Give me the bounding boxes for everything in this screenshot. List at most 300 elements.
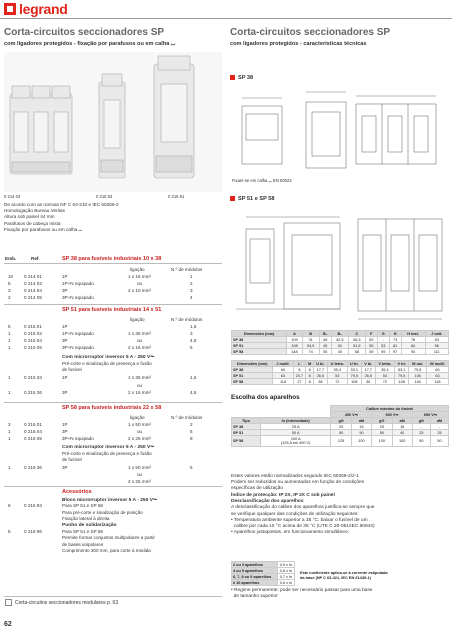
table-cell: 108 [287, 343, 302, 349]
order-connection: 1 x 50 mm² [128, 465, 151, 470]
sp51-label [230, 196, 275, 202]
order-connection: 1 x 16 mm² [128, 274, 151, 279]
order-connection: ou [137, 382, 143, 388]
derating-title: Desclassificação dos aparelhos [231, 499, 304, 505]
order-desc: 3P+N equipado [62, 436, 94, 441]
coefficient-label: 6, 7, 8 ou 9 aparelhos [232, 574, 278, 580]
table-header-cell: Dimensões (mm) [232, 331, 287, 337]
table-cell: 25 [412, 430, 430, 436]
sp58-micro-desc: de fusível [62, 457, 82, 462]
order-desc: 1P [62, 324, 68, 329]
order-desc: 1P+N equipado [62, 331, 94, 336]
intro-line: Parafusos de cabeça mista [4, 220, 61, 226]
coefficient-label: 2 ou 3 aparelhos [232, 562, 278, 568]
table-cell: 40 [392, 430, 412, 436]
table-cell: 148 [287, 349, 302, 355]
table-cell: 16 [351, 424, 371, 430]
table-cell: SP 58 [232, 379, 273, 385]
coefficient-value: 0,8 x In [277, 568, 294, 574]
table-cell: 78 [401, 337, 425, 343]
accessory-emb: 6 [8, 503, 11, 509]
table-cell: 52 [365, 337, 377, 343]
table-cell: 100 [372, 436, 392, 447]
table-cell: SP 51 [232, 373, 273, 379]
left-subtitle: com ligadores protegidos - fixação por parafusos ou em calha ⌴ [4, 41, 176, 47]
table-cell: SP 38 [232, 367, 273, 373]
table-cell: 54,5 [302, 343, 319, 349]
order-ref: 0 214 04 [24, 288, 42, 293]
table-cell: 144 [409, 379, 427, 385]
table-header-cell: W uni. [409, 361, 427, 367]
table-cell: 79,5 [347, 373, 361, 379]
accessory-text: Para pré-corte e sinalização de posição [62, 509, 143, 515]
order-ref: 0 215 02 [24, 331, 42, 336]
order-desc: 3P [62, 429, 68, 434]
order-modules: 1 [190, 274, 193, 279]
table-cell: SP 38 [232, 337, 287, 343]
order-emb: 1 [8, 338, 11, 343]
table-cell: 45 [331, 349, 348, 355]
divider [4, 486, 222, 487]
sp38-title: SP 38 para fusíveis industriais 10 x 38 [62, 256, 162, 262]
table-cell: 63 [425, 337, 448, 343]
order-ref: 0 215 01 [24, 324, 42, 329]
table-header-cell: F [365, 331, 377, 337]
order-connection: ou [137, 281, 143, 286]
accessory-text: Fixação lateral à direita [62, 516, 110, 522]
calibre-table [231, 405, 449, 447]
bullet-temperature: calibre por cada 10 °C acima de 35 °C (UTE C 20-051/IEC 60943) [231, 523, 375, 529]
table-header-cell: U bi. [313, 361, 327, 367]
dimensions-table-1 [231, 330, 449, 355]
product-photos-illustration [4, 52, 222, 192]
link-arrow-icon [5, 599, 12, 606]
table-cell: 50 A [260, 430, 330, 436]
photo-ref-3: 0 216 81 [168, 194, 185, 199]
product-photos [4, 52, 222, 192]
order-ref: 0 214 02 [24, 281, 42, 286]
table-cell: 42,5 [331, 337, 348, 343]
table-cell: 53 [377, 343, 389, 349]
table-header-cell: H inst. [401, 331, 425, 337]
order-modules: 8 [190, 436, 193, 441]
bullet-juxtaposed: • Aparelhos justapostos, em funcionamento simultâneo: [231, 529, 349, 535]
table-cell: 53,1 [395, 367, 409, 373]
table-header-cell: V tri. [395, 361, 409, 367]
order-emb: 10 [8, 274, 14, 279]
sp38-label [230, 75, 253, 81]
coefficient-note [300, 570, 388, 580]
order-modules: 3 [190, 331, 193, 336]
order-desc: 3P [62, 465, 68, 470]
accessory-text: de bases unipolares [62, 541, 104, 547]
order-connection: 2 x 25 mm² [128, 436, 151, 441]
norm-note [231, 474, 449, 536]
sp51-dimension-drawing [232, 205, 447, 329]
legrand-logo [4, 2, 67, 16]
table-cell: 31 [302, 337, 319, 343]
table-cell: 46,3 [348, 337, 365, 343]
accessory-emb: 5 [8, 529, 11, 534]
table-header-cell: U tetra. [327, 361, 347, 367]
table-row [232, 580, 295, 586]
table-cell: 25 [430, 430, 448, 436]
accessories-title: Acessórios [62, 489, 92, 495]
table-header-cell: C [348, 331, 365, 337]
protection-index: Índice de protecção: IP 2X, IP 2X C sob painel [231, 493, 335, 499]
order-connection: 1 x 35 mm² [128, 375, 151, 380]
table-cell: 8 [293, 367, 306, 373]
table-cell: 50 [351, 430, 371, 436]
order-modules: 1,5 [190, 324, 197, 329]
logo-mark-icon [4, 3, 16, 15]
coefficient-note-line: da base (NF C 63-421, IEC EN 61439-1) [300, 575, 371, 581]
table-cell: SP 51 [232, 343, 287, 349]
table-cell: 63 [273, 373, 293, 379]
right-title: Corta-circuitos seccionadores SP [230, 27, 391, 38]
order-connection: ou [137, 429, 143, 434]
table-cell: 8 [306, 373, 314, 379]
order-modules: 4,5 [190, 390, 197, 395]
photo-ref-1: 0 214 04 [4, 194, 21, 199]
bullet-temperature: • Temperatura ambiente superior a 35 °C: baixar o fusível de um [231, 517, 368, 523]
right-subtitle: com ligadores protegidos - características técnicas [230, 41, 367, 47]
order-emb: 1 [8, 465, 11, 470]
table-cell: 72 [327, 379, 347, 385]
table-cell: 111 [425, 349, 448, 355]
table-cell: 17,7 [362, 367, 376, 373]
table-header-cell: Dimensões (mm) [232, 361, 273, 367]
table-cell: 73 [389, 337, 401, 343]
table-header-cell: B₁ [319, 331, 331, 337]
coefficient-label: ≥ 10 aparelhos [232, 580, 278, 586]
table-cell: 125 [331, 436, 351, 447]
table-cell: SP 51 [232, 430, 261, 436]
table-cell: 118 [273, 379, 293, 385]
sp38-drawing-svg [232, 84, 447, 176]
intro-line: Altura sob painel 44 mm [4, 214, 55, 220]
order-ref: 0 214 01 [24, 274, 42, 279]
hdr-ligacao: ligação [130, 415, 145, 420]
order-modules: 1,5 [190, 375, 197, 380]
hdr-modulos: N.º de módulos [171, 415, 203, 420]
coefficient-label: 4 ou 5 aparelhos [232, 568, 278, 574]
table-cell: 59 [377, 349, 389, 355]
table-cell: 51,5 [348, 343, 365, 349]
table-cell: 20,7 [293, 373, 306, 379]
table-cell: 79,5 [395, 373, 409, 379]
choose-title: Escolha dos aparelhos [231, 394, 300, 401]
order-ref: 0 216 36 [24, 465, 42, 470]
table-cell: 30 [331, 343, 348, 349]
order-ref: 0 215 04 [24, 338, 42, 343]
table-header-cell: aM [351, 418, 371, 424]
coefficient-value: 0,9 x In [277, 562, 294, 568]
table-header-cell: aM [430, 418, 448, 424]
table-cell: 70,8 [409, 367, 427, 373]
table-cell: 118 [427, 379, 449, 385]
intro-text [4, 202, 219, 233]
accessory-text: Bloco microrruptor inversor 5 A - 250 V⏦ [62, 498, 157, 503]
hdr-modulos: N.º de módulos [171, 267, 203, 272]
table-cell: 50 [412, 436, 430, 447]
order-modules: 2 [190, 281, 193, 286]
order-ref: 0 216 04 [24, 429, 42, 434]
norm-note-line: Podem ser reduzidos ou aumentados em função de condições [231, 480, 365, 486]
table-cell: SP 58 [232, 436, 261, 447]
table-cell: 6 [306, 367, 314, 373]
table-cell: 63 [427, 373, 449, 379]
table-cell: 60 [273, 367, 293, 373]
table-cell: 53,1 [347, 367, 361, 373]
order-ref: 0 215 33 [24, 375, 42, 380]
calibre-caption: Calibre máximo do fusível [331, 406, 449, 412]
table-cell: 25 [372, 424, 392, 430]
order-ref: 0 216 01 [24, 422, 42, 427]
table-cell: 50 [372, 430, 392, 436]
table-cell: 35,4 [375, 367, 395, 373]
table-cell: 68 [348, 349, 365, 355]
order-desc: 1P [62, 422, 68, 427]
table-header-cell: B₂ [331, 331, 348, 337]
divider [4, 596, 222, 597]
order-emb: 3 [8, 422, 11, 427]
table-header-cell: M [306, 361, 314, 367]
order-connection: 2 x 25 mm² [128, 479, 151, 484]
hdr-ligacao: ligação [130, 267, 145, 272]
derating-text: se verifique qualquer das condições de utilização seguintes: [231, 511, 359, 517]
order-modules: 6 [190, 429, 193, 434]
divider [4, 402, 222, 403]
order-desc: 1P+N equipado [62, 281, 94, 286]
table-cell: 72 [375, 379, 395, 385]
table-cell: 35,4 [327, 367, 347, 373]
table-cell: 46 [319, 337, 331, 343]
sp51-micro-desc: Pré-corte e sinalização de presença e fusão [62, 361, 152, 366]
accessory-text: Punho de solidarização [62, 522, 117, 528]
table-header-cell: B [302, 331, 319, 337]
order-connection: 2 x 10 mm² [128, 288, 151, 293]
order-desc: 3P+N equipado [62, 345, 94, 350]
photo-ref-2: 0 215 53 [96, 194, 113, 199]
sp58-micro-desc: Pré-corte e sinalização de presença e fusão [62, 451, 152, 456]
coefficient-table [231, 561, 295, 586]
header-rule [0, 18, 452, 19]
order-emb: 2 [8, 295, 11, 300]
sp51-micro-title: Com microrruptor inversor 5 A - 250 V⏦ [62, 355, 155, 360]
table-cell: 45 [319, 343, 331, 349]
table-cell: 106 [409, 373, 427, 379]
table-header-cell: A [287, 331, 302, 337]
table-cell: SP 58 [232, 349, 287, 355]
table-header-cell: J multi. [273, 361, 293, 367]
sp51-drawing-svg [232, 205, 447, 329]
hdr-modulos: N.º de módulos [171, 317, 203, 322]
order-connection: ou [137, 472, 143, 477]
table-cell: 55 [365, 343, 377, 349]
table-header-cell: V tetra. [375, 361, 395, 367]
bullet-regime-line: de tamanho superior [231, 594, 278, 600]
bullet-regime-line: • Regime permanente: pode ser necessário passar para uma base [231, 588, 373, 593]
table-header-cell: W multi. [427, 361, 449, 367]
section-square-icon [230, 75, 235, 80]
table-cell: 25 [331, 424, 351, 430]
coefficient-value: 0,6 x In [277, 580, 294, 586]
table-cell: - [377, 337, 389, 343]
table-header-cell: L [293, 361, 306, 367]
order-ref: 0 214 05 [24, 295, 42, 300]
order-emb: 1 [8, 436, 11, 441]
table-header-cell: gG [331, 418, 351, 424]
table-cell: 16 [392, 424, 412, 430]
table-cell: 50 [430, 436, 448, 447]
order-desc: 3P [62, 390, 68, 395]
order-desc: 1P [62, 375, 68, 380]
table-header-cell: gG [412, 418, 430, 424]
table-cell: 60 [427, 367, 449, 373]
accessory-text: Para SP 51 e SP 58 [62, 503, 103, 509]
voltage-header: 690 V⏦ [412, 412, 448, 418]
sp38-dimension-drawing [232, 84, 447, 176]
accessory-ref: 0 216 93 [24, 503, 42, 509]
table-header-cell: J unit. [425, 331, 448, 337]
table-cell: 36 [362, 379, 376, 385]
table-row [232, 349, 449, 355]
table-cell: 100 A (125 A em 400 V) [260, 436, 330, 447]
order-emb: 1 [8, 375, 11, 380]
sp38-label-text: SP 38 [238, 75, 254, 81]
order-emb: 1 [8, 429, 11, 434]
intro-line: De acordo com as normas NF C 63-210 e IEC 60269-2 [4, 202, 119, 207]
order-connection: ou [137, 338, 143, 343]
table-cell: 59 [365, 349, 377, 355]
table-cell: - [412, 424, 430, 430]
accessory-text: Permite formar conjuntos multipolares a partir [62, 535, 155, 541]
table-cell: 109 [287, 337, 302, 343]
table-cell: 17,7 [313, 367, 327, 373]
sp58-title: SP 58 para fusíveis industriais 22 x 58 [62, 405, 162, 411]
table-header-cell: aM [392, 418, 412, 424]
table-cell: - [430, 424, 448, 430]
table-cell: 53 [375, 373, 395, 379]
table-header-cell: H [389, 331, 401, 337]
col-emb: Emb. [5, 256, 17, 261]
order-desc: 1P [62, 274, 68, 279]
hdr-ligacao: ligação [130, 317, 145, 322]
order-ref: 0 215 05 [24, 345, 42, 350]
table-cell: 53 [327, 373, 347, 379]
order-connection: 2 x 16 mm² [128, 390, 151, 395]
order-connection: 1 x 35 mm² [128, 331, 151, 336]
intro-line: Homologação Bureau Veritas [4, 208, 65, 214]
order-desc: 3P [62, 338, 68, 343]
section-square-icon [230, 196, 235, 201]
table-cell: 90 [401, 349, 425, 355]
voltage-header: 500 V⏦ [372, 412, 413, 418]
sp58-micro-title: Com microrruptor inversor 5 A - 250 V⏦ [62, 445, 155, 450]
order-ref: 0 215 36 [24, 390, 42, 395]
table-cell: 108 [347, 379, 361, 385]
table-cell: 56 [425, 343, 448, 349]
order-emb: 1 [8, 331, 11, 336]
voltage-header: 400 V⏦ [331, 412, 372, 418]
table-cell: SP 38 [232, 424, 261, 430]
table-header-cell: gG [372, 418, 392, 424]
table-cell: 50 [331, 430, 351, 436]
table-cell: 108 [395, 379, 409, 385]
table-cell: 84 [401, 343, 425, 349]
intro-line: Fixação por parafusos ou em calha ⌴ [4, 226, 83, 232]
norm-note-line: específicas de utilização [231, 486, 283, 492]
table-header-cell: Tipo [232, 418, 261, 424]
table-cell: 55 [319, 349, 331, 355]
table-cell: 27 [293, 379, 306, 385]
coefficient-value: 0,7 x In [277, 574, 294, 580]
order-connection: 2 x 16 mm² [128, 345, 151, 350]
table-header-cell: V bi. [362, 361, 376, 367]
table-cell: 74 [302, 349, 319, 355]
order-desc: 3P [62, 288, 68, 293]
see-also-link[interactable]: Corta-circuitos seccionadores modulares p. 63 [15, 600, 119, 606]
page-number: 62 [4, 621, 12, 628]
order-modules: 6 [190, 345, 193, 350]
table-cell: 8 [306, 379, 314, 385]
sp51-micro-desc: de fusível [62, 367, 82, 372]
table-cell: 100 [351, 436, 371, 447]
bullet-regime [231, 588, 449, 600]
accessory-ref: 0 216 96 [24, 529, 42, 534]
table-cell: 26,5 [313, 373, 327, 379]
divider [4, 263, 222, 264]
col-ref: Ref. [31, 256, 40, 261]
table-header-cell: G [377, 331, 389, 337]
order-modules: 3 [190, 288, 193, 293]
table-row [232, 379, 449, 385]
brand-wordmark: legrand [19, 1, 68, 17]
sp51-label-text: SP 51 e SP 58 [238, 196, 275, 202]
sp51-title: SP 51 para fusíveis industriais 14 x 51 [62, 307, 162, 313]
order-desc: 3P+N equipado [62, 295, 94, 300]
table-header-cell: U tri. [347, 361, 361, 367]
accessory-text: Comprimento 300 mm, para corte à medida [62, 548, 151, 554]
coefficient-note-line: Este coeficiente aplica-se à corrente estipulada [300, 570, 388, 575]
table-cell: 38 [313, 379, 327, 385]
order-emb: 5 [8, 324, 11, 329]
table-cell: 81 [389, 343, 401, 349]
table-header-cell: In (intensidade) [260, 418, 330, 424]
left-title: Corta-circuitos seccionadores SP [4, 27, 165, 38]
order-connection: 1 x 50 mm² [128, 422, 151, 427]
order-emb: 3 [8, 288, 11, 293]
rail-fixing-note: Fixam-se em calha ⌴ EN 50022 [232, 178, 292, 183]
order-modules: 6 [190, 465, 193, 470]
order-modules: 2 [190, 422, 193, 427]
order-modules: 4 [190, 295, 193, 300]
derating-text: A desclassificação do calibre dos aparelhos justifica-se sempre que [231, 505, 375, 511]
order-ref: 0 216 05 [24, 436, 42, 441]
accessory-text: Para SP 51 e SP 58 [62, 529, 103, 534]
table-cell: 26,5 [362, 373, 376, 379]
divider [4, 304, 222, 305]
table-cell: 97 [389, 349, 401, 355]
dimensions-table-2 [231, 360, 449, 385]
table-row [232, 436, 449, 447]
table-cell: 100 [392, 436, 412, 447]
table-cell: 25 A [260, 424, 330, 430]
order-modules: 4,5 [190, 338, 197, 343]
norm-note-line: Estes valores estão normalizados segundo IEC 60269-2/2-1 [231, 474, 359, 479]
order-emb: 1 [8, 345, 11, 350]
